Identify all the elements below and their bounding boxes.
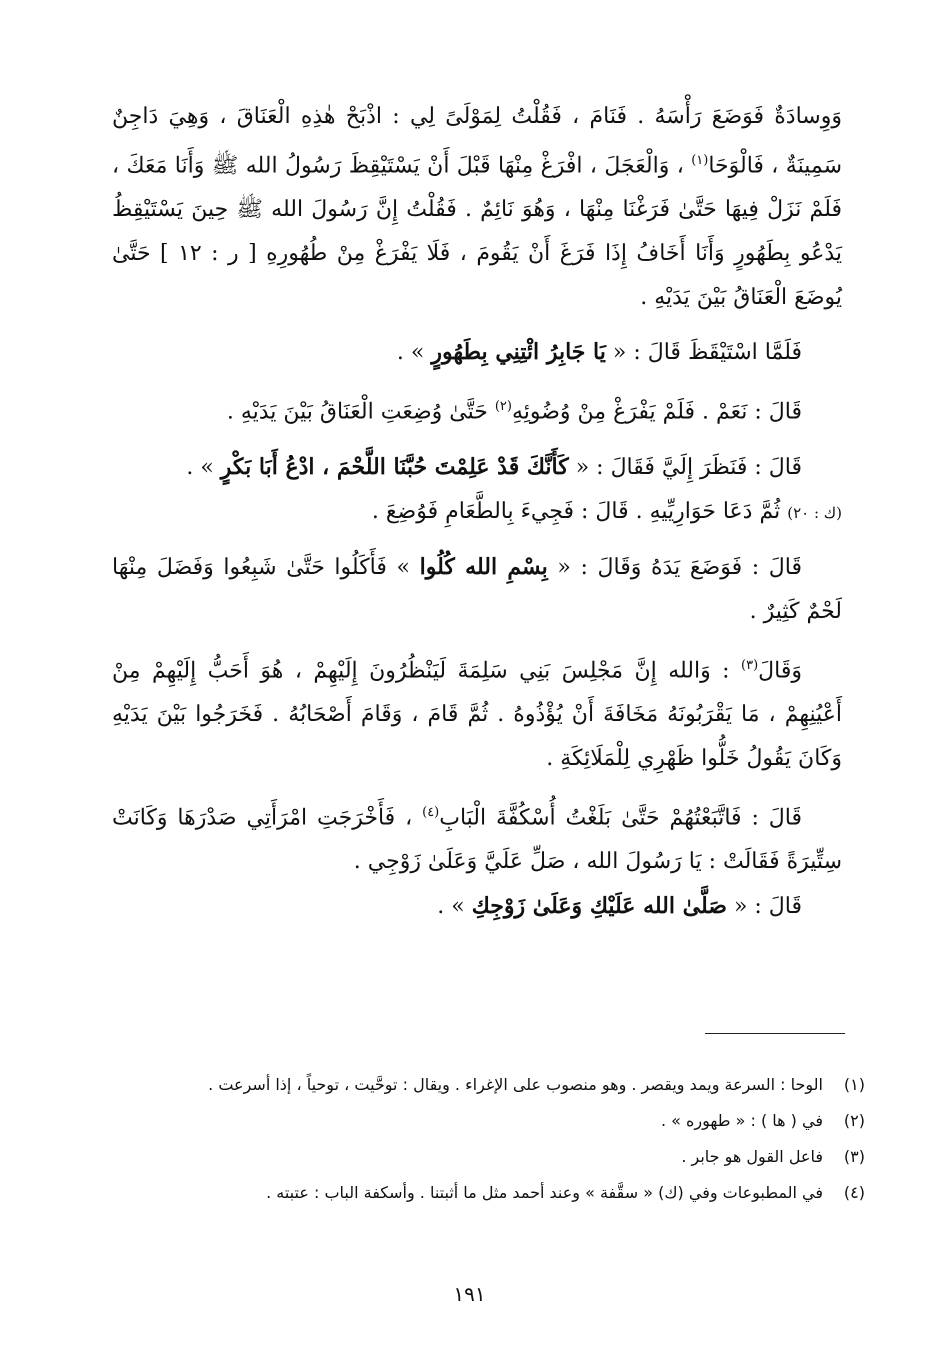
paragraph-8: قَالَ : فَاتَّبَعْتُهُمْ حَتَّىٰ بَلَغْتُ أُسْكُفَّةَ الْبَابِ$^{(٤)}$ ، فَأَخْرَجَتِ امْرَأَتِي صَدْرَهَا وَكَانَتْ سِتِّيرَةً فَقَالَتْ : يَا رَسُولَ الله ، صَلِّ عَلَيَّ وَعَلَىٰ زَوْجِي . xyxy=(112,804,842,875)
footnote-marker-1: (١) xyxy=(691,153,709,168)
footnote-1: (١) الوحا : السرعة ويمد ويقصر . وهو منصوب على الإغراء . ويقال : توحَّيت ، توحياً ، إذا أسرعت . xyxy=(208,1075,865,1094)
paragraph-5: (ك : ٢٠) ثُمَّ دَعَا حَوَارِيِّيهِ . قَالَ : فَجِيءَ بِالطَّعَامِ فَوُضِعَ . xyxy=(371,498,842,524)
footnote-divider xyxy=(705,1033,845,1034)
reference-mark: (ك : ٢٠) xyxy=(787,503,842,522)
paragraph-3: قَالَ : نَعَمْ . فَلَمْ يَفْرَغْ مِنْ وُضُوئِهِ$^{(٢)}$ حَتَّىٰ وُضِعَتِ الْعَنَاقُ بَيْنَ يَدَيْهِ . xyxy=(226,399,802,425)
main-text xyxy=(112,95,842,929)
paragraph-7: وَقَالَ$^{(٣)}$ : وَالله إِنَّ مَجْلِسَ بَنِي سَلِمَةَ لَيَنْظُرُونَ إِلَيْهِمْ ، هُوَ أَحَبُّ إِلَيْهِمْ مِنْ أَعْيُنِهِمْ ، مَا يَقْرَبُونَهُ مَخَافَةَ أَنْ يُؤْذُوهُ . ثُمَّ قَامَ ، وَقَامَ أَصْحَابُهُ . فَخَرَجُوا بَيْنَ يَدَيْهِ وَكَانَ يَقُولُ خَلُّوا ظَهْرِي لِلْمَلَائِكَةِ . xyxy=(112,657,842,771)
paragraph-2: فَلَمَّا اسْتَيْقَظَ قَالَ : « يَا جَابِرُ ائْتِنِي بِطَهُورٍ » . xyxy=(396,339,802,366)
hadith-quote: يَا جَابِرُ ائْتِنِي بِطَهُورٍ xyxy=(431,339,606,366)
paragraph-6: قَالَ : فَوَضَعَ يَدَهُ وَقَالَ : « بِسْمِ الله كُلُوا » فَأَكَلُوا حَتَّىٰ شَبِعُوا وَفَضَلَ مِنْهَا لَحْمٌ كَثِيرٌ . xyxy=(112,553,842,624)
hadith-quote: بِسْمِ الله كُلُوا xyxy=(419,553,548,580)
hadith-quote: صَلَّىٰ الله عَلَيْكِ وَعَلَىٰ زَوْجِكِ xyxy=(471,893,727,920)
footnote-2: (٢) في ( ها ) : « طهوره » . xyxy=(660,1111,865,1130)
footnotes xyxy=(95,1070,865,1214)
footnote-3: (٣) فاعل القول هو جابر . xyxy=(681,1147,865,1166)
footnote-marker-3: (٣) xyxy=(741,657,759,673)
hadith-quote: كَأَنَّكَ قَدْ عَلِمْتَ حُبَّنَا اللَّحْمَ ، ادْعُ أَبَا بَكْرٍ xyxy=(220,453,569,480)
footnote-marker-2: (٢) xyxy=(494,399,512,415)
page-number: ١٩١ xyxy=(453,1282,486,1306)
paragraph-4: قَالَ : فَنَظَرَ إِلَيَّ فَقَالَ : « كَأَنَّكَ قَدْ عَلِمْتَ حُبَّنَا اللَّحْمَ ، ادْعُ أَبَا بَكْرٍ » . xyxy=(186,453,802,480)
footnote-4: (٤) في المطبوعات وفي (ك) « سقَّفة » وعند أحمد مثل ما أثبتنا . وأسكفة الباب : عتبته . xyxy=(266,1183,865,1202)
paragraph-1: وَوِسادَةٌ فَوَضَعَ رَأْسَهُ . فَنَامَ ، فَقُلْتُ لِمَوْلَىً لِي : اذْبَحْ هٰذِهِ الْعَنَاقَ ، وَهِيَ دَاجِنٌ سَمِينَةٌ ، فَالْوَحَا$^{(١)}$ ، وَالْعَجَلَ ، افْرَغْ مِنْهَا قَبْلَ أَنْ يَسْتَيْقِظَ رَسُولُ الله ﷺ وَأَنَا مَعَكَ ، فَلَمْ نَزَلْ فِيهَا حَتَّىٰ فَرَغْنَا مِنْهَا ، وَهُوَ نَائِمٌ . فَقُلْتُ إِنَّ رَسُولَ الله ﷺ حِينَ يَسْتَيْقِظُ يَدْعُو بِطَهُورٍ وَأَنَا أَخَافُ إِذَا فَرَغَ أَنْ يَقُومَ ، فَلَا يَفْرَغْ مِنْ طُهُورِهِ [ ر : ١٢ ] حَتَّىٰ يُوضَعَ الْعَنَاقُ بَيْنَ يَدَيْهِ . xyxy=(112,104,842,311)
footnote-marker-4: (٤) xyxy=(422,804,440,820)
paragraph-9: قَالَ : « صَلَّىٰ الله عَلَيْكِ وَعَلَىٰ زَوْجِكِ » . xyxy=(437,893,802,920)
